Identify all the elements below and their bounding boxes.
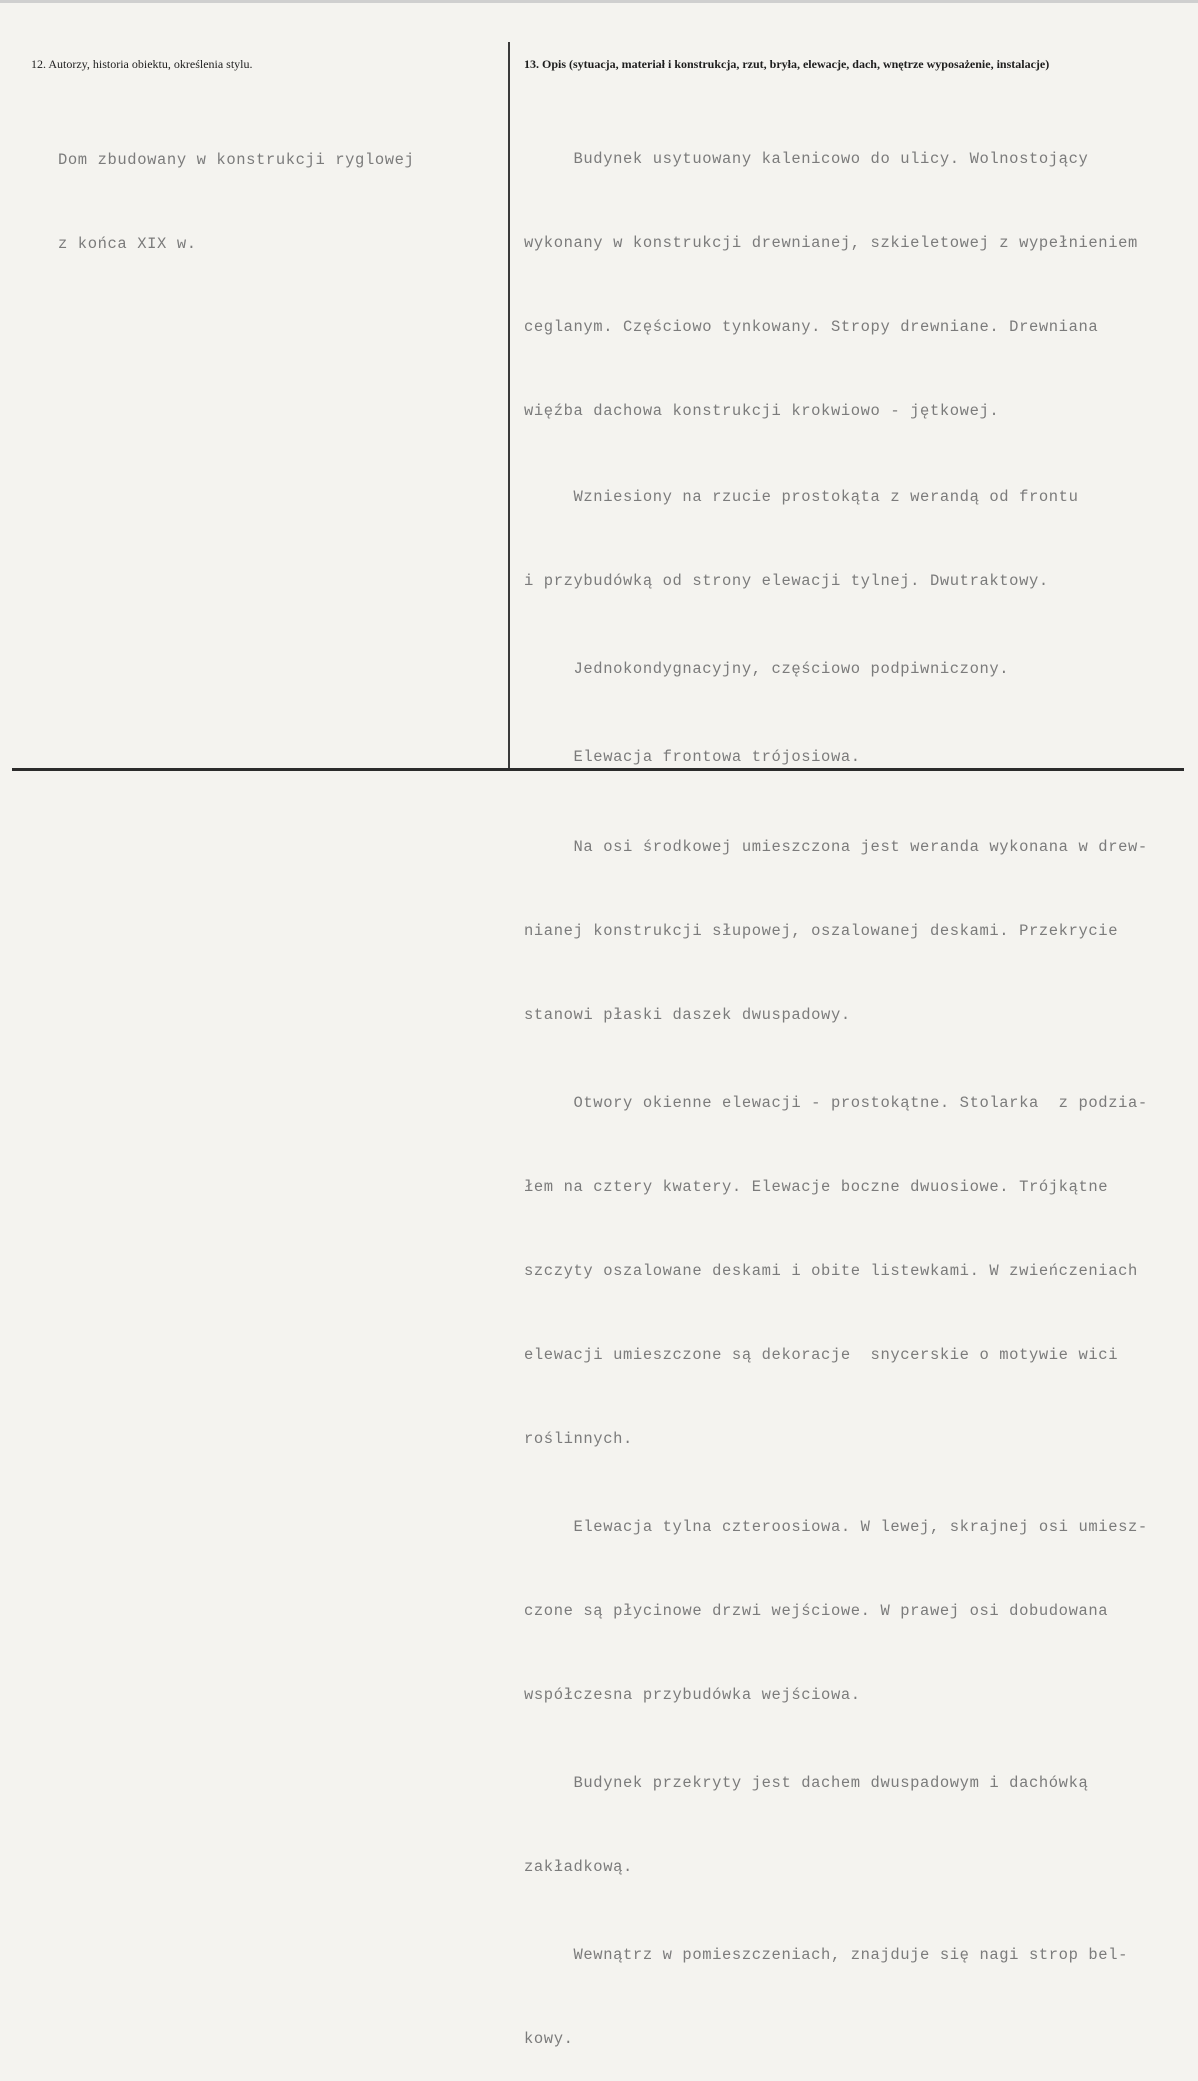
typed-line: więźba dachowa konstrukcji krokwiowo - jętkowej. <box>524 402 1000 420</box>
typed-line: elewacji umieszczone są dekoracje snycerskie o motywie wici <box>524 1346 1119 1364</box>
typed-line: Jednokondygnacyjny, częściowo podpiwniczony. <box>524 660 1010 678</box>
bottom-rule <box>12 768 1184 771</box>
typed-line: Elewacja tylna czteroosiowa. W lewej, skrajnej osi umiesz- <box>524 1518 1148 1536</box>
typed-line: łem na cztery kwatery. Elewacje boczne dwuosiowe. Trójkątne <box>524 1178 1109 1196</box>
typed-line: Otwory okienne elewacji - prostokątne. Stolarka z podzia- <box>524 1094 1148 1112</box>
typed-line: nianej konstrukcji słupowej, oszalowanej deskami. Przekrycie <box>524 922 1119 940</box>
typed-line: czone są płycinowe drzwi wejściowe. W prawej osi dobudowana <box>524 1602 1109 1620</box>
field-13-typed-text <box>524 89 1148 2081</box>
typed-line: stanowi płaski daszek dwuspadowy. <box>524 1006 851 1024</box>
typed-line: zakładkową. <box>524 1858 633 1876</box>
typed-line: Wewnątrz w pomieszczeniach, znajduje się nagi strop bel- <box>524 1946 1128 1964</box>
typed-line: kowy. <box>524 2030 574 2048</box>
typed-line: Budynek usytuowany kalenicowo do ulicy. Wolnostojący <box>524 150 1089 168</box>
typed-line: szczyty oszalowane deskami i obite listewkami. W zwieńczeniach <box>524 1262 1138 1280</box>
typed-line: wykonany w konstrukcji drewnianej, szkieletowej z wypełnieniem <box>524 234 1138 252</box>
field-12-typed-text <box>58 90 414 286</box>
typed-line: i przybudówką od strony elewacji tylnej. Dwutraktowy. <box>524 572 1049 590</box>
top-edge-rule <box>0 0 1198 3</box>
typed-line: ceglanym. Częściowo tynkowany. Stropy drewniane. Drewniana <box>524 318 1099 336</box>
column-divider <box>508 42 510 770</box>
field-12-label: 12. Autorzy, historia obiektu, określenia stylu. <box>31 57 253 71</box>
field-13-label: 13. Opis (sytuacja, materiał i konstrukcja, rzut, bryła, elewacje, dach, wnętrze wyposażenie, instalacje) <box>524 57 1050 71</box>
typed-line: z końca XIX w. <box>58 235 197 253</box>
typed-line: Elewacja frontowa trójosiowa. <box>524 748 861 766</box>
typed-line: roślinnych. <box>524 1430 633 1448</box>
typed-line: współczesna przybudówka wejściowa. <box>524 1686 861 1704</box>
typed-line: Na osi środkowej umieszczona jest weranda wykonana w drew- <box>524 838 1148 856</box>
typed-line: Dom zbudowany w konstrukcji ryglowej <box>58 151 415 169</box>
typed-line: Wzniesiony na rzucie prostokąta z werandą od frontu <box>524 488 1079 506</box>
typed-line: Budynek przekryty jest dachem dwuspadowym i dachówką <box>524 1774 1089 1792</box>
